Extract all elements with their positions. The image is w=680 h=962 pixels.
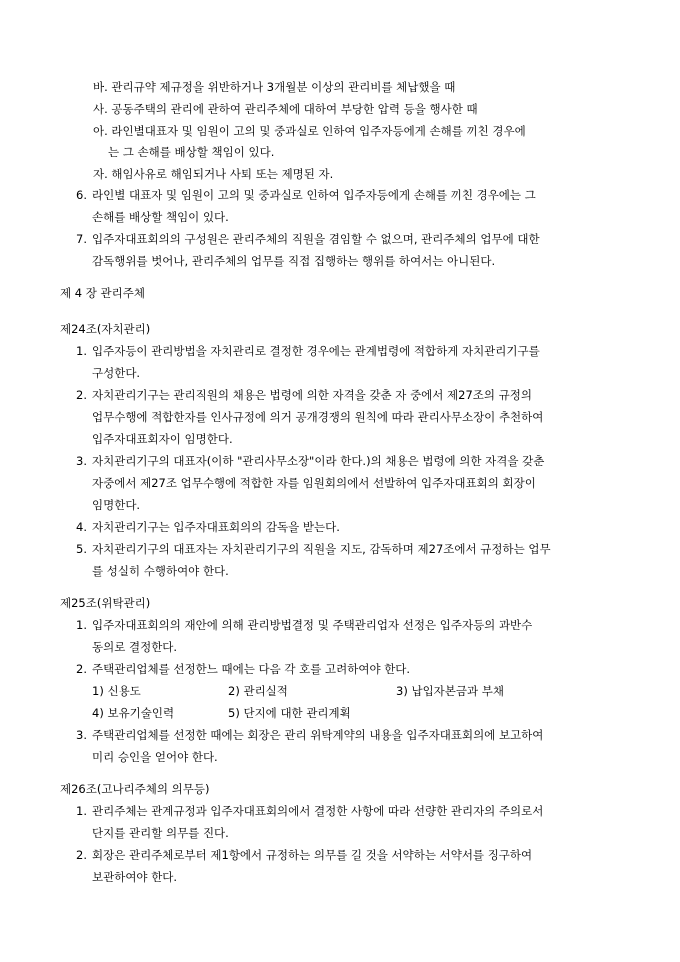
item-text: 입주자대표회자이 임명한다. xyxy=(92,432,233,446)
criterion-item: 4) 보유기술인력 xyxy=(92,706,175,720)
item-number: 3. xyxy=(76,454,87,468)
item-text: 입주자대표회의의 재안에 의해 관리방법결정 및 주택관리업자 선정은 입주자등의 과반수 xyxy=(92,618,533,632)
item-text: 보관하여야 한다. xyxy=(92,870,178,884)
item-text: 손해를 배상할 책임이 있다. xyxy=(92,210,229,224)
criterion-item: 1) 신용도 xyxy=(92,684,141,698)
subitem-ja: 자. 해임사유로 해임되거나 사퇴 또는 제명된 자. xyxy=(93,167,334,181)
article-25-title: 제25조(위탁관리) xyxy=(60,596,151,610)
item-text: 자중에서 제27조 업무수행에 적합한 자를 임원회의에서 선발하여 입주자대표회의 회장이 xyxy=(92,476,536,490)
item-text: 업무수행에 적합한자를 인사규정에 의거 공개경쟁의 원칙에 따라 관리사무소장이 추천하여 xyxy=(92,410,544,424)
item-text: 자치관리기구는 관리직원의 채용은 법령에 의한 자격을 갖춘 자 중에서 제27조의 규정의 xyxy=(92,388,532,402)
item-text: 미리 승인을 얻어야 한다. xyxy=(92,750,218,764)
item-text: 주택관리업체를 선정한느 때에는 다음 각 호를 고려하여야 한다. xyxy=(92,662,411,676)
article-26-title: 제26조(고나리주체의 의무등) xyxy=(60,782,210,796)
criterion-item: 2) 관리실적 xyxy=(228,684,288,698)
item-number: 1. xyxy=(76,618,87,632)
subitem-a-cont: 는 그 손해를 배상할 책임이 있다. xyxy=(108,145,275,159)
item-text: 주택관리업체를 선정한 때에는 회장은 관리 위탁계약의 내용을 입주자대표회의에 보고하여 xyxy=(92,728,544,742)
item-number: 1. xyxy=(76,344,87,358)
item-number: 6. xyxy=(76,188,87,202)
item-text: 자치관리기구의 대표자(이하 "관리사무소장"이라 한다.)의 채용은 법령에 의한 자격을 갖춘 xyxy=(92,454,545,468)
item-number: 5. xyxy=(76,542,87,556)
item-number: 3. xyxy=(76,728,87,742)
criterion-item: 5) 단지에 대한 관리계획 xyxy=(228,706,351,720)
item-text: 동의로 결정한다. xyxy=(92,640,178,654)
item-number: 4. xyxy=(76,520,87,534)
item-number: 7. xyxy=(76,232,87,246)
subitem-a: 아. 라인별대표자 및 임원이 고의 및 중과실로 인하여 입주자등에게 손해를 끼친 경우에 xyxy=(93,124,526,138)
item-text: 자치관리기구는 입주자대표회의의 감독을 받는다. xyxy=(92,520,340,534)
item-text: 구성한다. xyxy=(92,366,141,380)
chapter-title: 제 4 장 관리주체 xyxy=(60,286,145,300)
item-text: 단지를 관리할 의무를 진다. xyxy=(92,826,229,840)
article-24-title: 제24조(자치관리) xyxy=(60,322,151,336)
item-text: 라인별 대표자 및 임원이 고의 및 중과실로 인하여 입주자등에게 손해를 끼친 경우에는 그 xyxy=(92,188,536,202)
item-number: 1. xyxy=(76,804,87,818)
item-text: 임명한다. xyxy=(92,498,141,512)
item-text: 회장은 관리주체로부터 제1항에서 규정하는 의무를 길 것을 서약하는 서약서를 징구하여 xyxy=(92,848,533,862)
item-text: 관리주체는 관계규정과 입주자대표회의에서 결정한 사항에 따라 선량한 관리자의 주의로서 xyxy=(92,804,544,818)
item-number: 2. xyxy=(76,388,87,402)
item-text: 입주자등이 관리방법을 자치관리로 결정한 경우에는 관계법령에 적합하게 자치관리기구를 xyxy=(92,344,540,358)
criterion-item: 3) 납입자본금과 부채 xyxy=(396,684,504,698)
subitem-ba: 바. 관리규약 제규정을 위반하거나 3개월분 이상의 관리비를 체납했을 때 xyxy=(93,80,456,94)
item-number: 2. xyxy=(76,662,87,676)
item-text: 자치관리기구의 대표자는 자치관리기구의 직원을 지도, 감독하며 제27조에서 규정하는 업무 xyxy=(92,542,551,556)
item-text: 를 성실히 수행하여야 한다. xyxy=(92,564,229,578)
item-text: 입주자대표회의의 구성원은 관리주체의 직원을 겸임할 수 없으며, 관리주체의 업무에 대한 xyxy=(92,232,540,246)
item-number: 2. xyxy=(76,848,87,862)
subitem-sa: 사. 공동주택의 관리에 관하여 관리주체에 대하여 부당한 압력 등을 행사한 때 xyxy=(93,102,478,116)
item-text: 감독행위를 벗어나, 관리주체의 업무를 직접 집행하는 행위를 하여서는 아니된다. xyxy=(92,254,496,268)
